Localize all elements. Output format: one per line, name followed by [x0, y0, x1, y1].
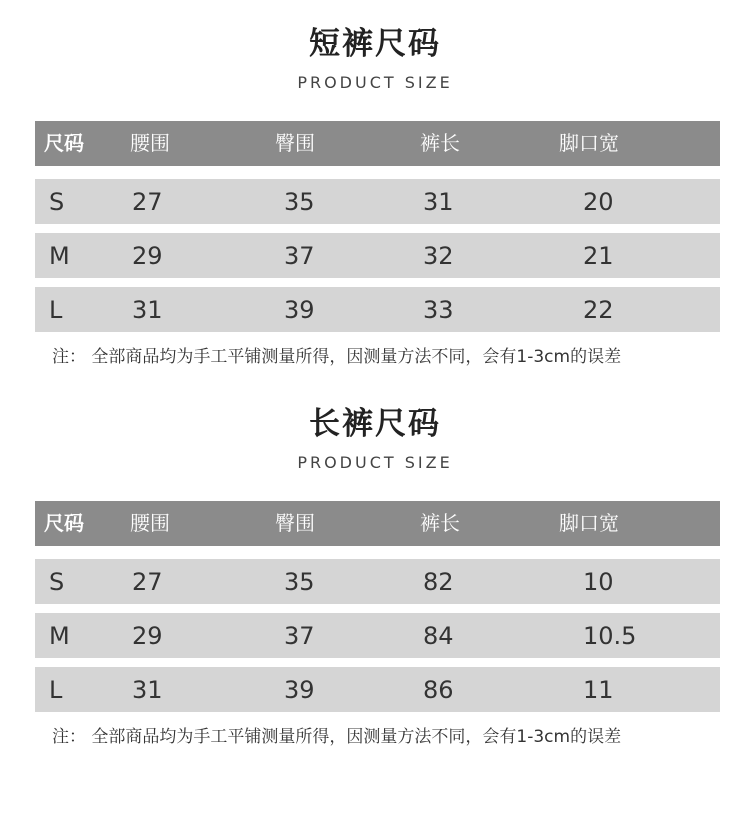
cell-leg-opening: 10.5 — [583, 622, 637, 650]
header-size: 尺码 — [44, 131, 84, 155]
cell-waist: 29 — [132, 242, 163, 270]
cell-waist: 27 — [132, 188, 163, 216]
shorts-table-header — [35, 121, 720, 166]
cell-hip: 39 — [284, 296, 315, 324]
header-size: 尺码 — [44, 511, 84, 535]
cell-size: S — [49, 188, 65, 216]
shorts-title: 短裤尺码 — [309, 26, 441, 62]
pants-table-header — [35, 501, 720, 546]
cell-leg-opening: 10 — [583, 568, 614, 596]
cell-size: M — [49, 622, 70, 650]
cell-size: L — [49, 676, 63, 704]
cell-size: L — [49, 296, 63, 324]
pants-measurement-note: 注： 全部商品均为手工平铺测量所得，因测量方法不同，会有1-3cm的误差 — [52, 727, 622, 747]
cell-length: 33 — [423, 296, 454, 324]
table-row — [35, 667, 720, 712]
cell-length: 82 — [423, 568, 454, 596]
cell-leg-opening: 22 — [583, 296, 614, 324]
cell-leg-opening: 21 — [583, 242, 614, 270]
cell-length: 32 — [423, 242, 454, 270]
table-row — [35, 613, 720, 658]
cell-waist: 31 — [132, 296, 163, 324]
table-row — [35, 233, 720, 278]
pants-subtitle: PRODUCT SIZE — [297, 453, 453, 472]
cell-length: 86 — [423, 676, 454, 704]
header-leg-opening: 脚口宽 — [559, 511, 619, 535]
cell-hip: 39 — [284, 676, 315, 704]
shorts-measurement-note: 注： 全部商品均为手工平铺测量所得，因测量方法不同，会有1-3cm的误差 — [52, 347, 622, 367]
header-waist: 腰围 — [130, 511, 170, 535]
cell-size: S — [49, 568, 65, 596]
header-waist: 腰围 — [130, 131, 170, 155]
cell-leg-opening: 20 — [583, 188, 614, 216]
header-hip: 臀围 — [275, 131, 315, 155]
table-row — [35, 179, 720, 224]
cell-hip: 35 — [284, 568, 315, 596]
cell-hip: 35 — [284, 188, 315, 216]
cell-hip: 37 — [284, 622, 315, 650]
cell-length: 31 — [423, 188, 454, 216]
cell-hip: 37 — [284, 242, 315, 270]
pants-title: 长裤尺码 — [309, 406, 441, 442]
cell-waist: 31 — [132, 676, 163, 704]
header-length: 裤长 — [420, 511, 460, 535]
table-row — [35, 287, 720, 332]
header-leg-opening: 脚口宽 — [559, 131, 619, 155]
table-row — [35, 559, 720, 604]
cell-leg-opening: 11 — [583, 676, 614, 704]
shorts-subtitle: PRODUCT SIZE — [297, 73, 453, 92]
header-length: 裤长 — [420, 131, 460, 155]
cell-size: M — [49, 242, 70, 270]
cell-waist: 29 — [132, 622, 163, 650]
header-hip: 臀围 — [275, 511, 315, 535]
cell-length: 84 — [423, 622, 454, 650]
cell-waist: 27 — [132, 568, 163, 596]
